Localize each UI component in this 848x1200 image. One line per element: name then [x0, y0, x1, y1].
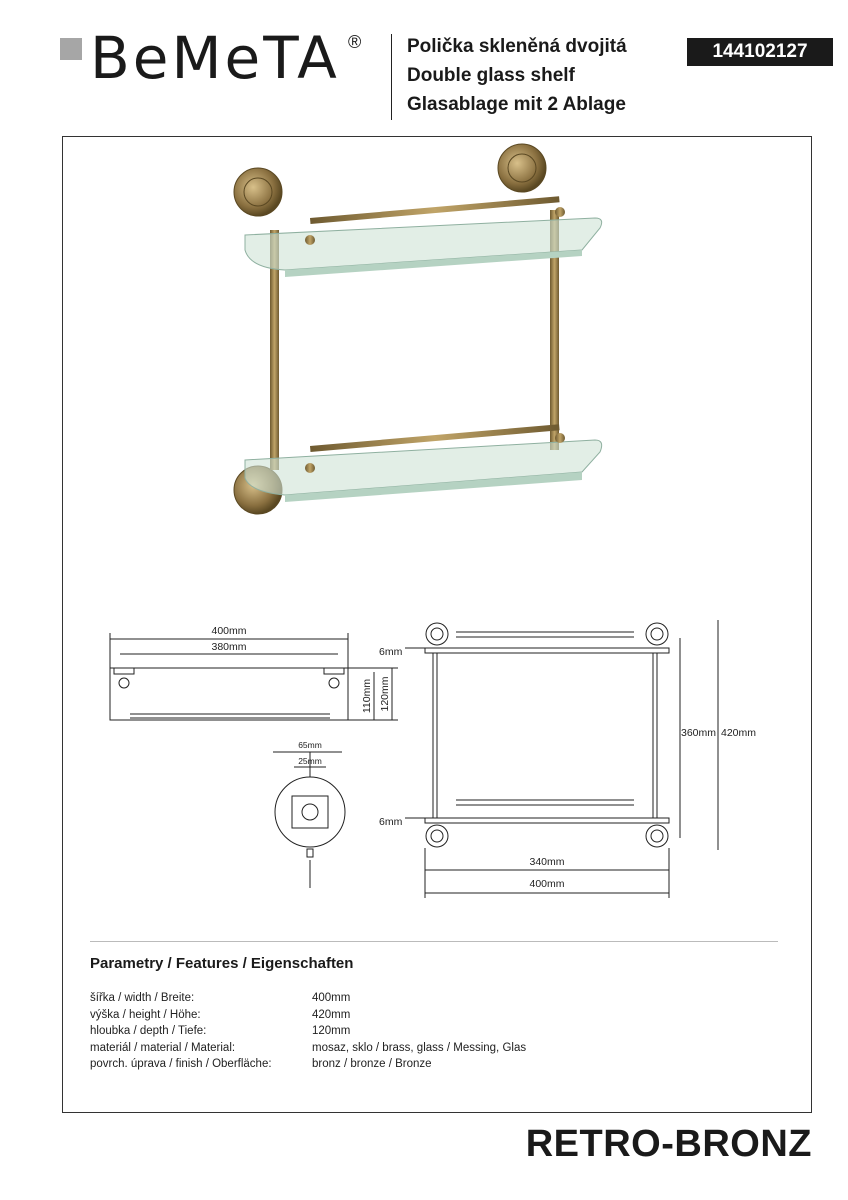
title-czech: Polička skleněná dvojitá	[407, 36, 627, 57]
param-value: mosaz, sklo / brass, glass / Messing, Glas	[312, 1041, 527, 1054]
logo-square-mark	[60, 38, 82, 60]
dim-height-inner: 360mm	[681, 727, 717, 739]
dim-flange-inner: 25mm	[298, 756, 322, 766]
dim-width-total: 400mm	[211, 625, 247, 637]
brand-name: BeMeTA	[90, 24, 340, 92]
param-row	[90, 1056, 526, 1073]
title-german: Glasablage mit 2 Ablage	[407, 94, 626, 115]
param-label: hloubka / depth / Tiefe:	[90, 1025, 207, 1038]
dim-height-total: 420mm	[721, 727, 757, 739]
header-divider	[391, 34, 392, 120]
dim-width-glass: 380mm	[211, 641, 247, 653]
dim-width-inner: 340mm	[529, 856, 565, 868]
dim-flange-outer: 65mm	[298, 740, 322, 750]
param-value: 400mm	[312, 992, 351, 1004]
dim-depth-110: 110mm	[361, 678, 373, 714]
param-value: 120mm	[312, 1025, 351, 1038]
param-row	[90, 990, 526, 1007]
product-code-badge: 144102127	[687, 38, 833, 66]
product-photo	[210, 140, 630, 540]
collection-name: RETRO-BRONZ	[525, 1123, 812, 1165]
dim-width-total-front: 400mm	[529, 878, 565, 890]
dim-thickness-top: 6mm	[379, 646, 403, 658]
param-row	[90, 1023, 526, 1040]
dim-depth-120: 120mm	[379, 676, 391, 712]
param-row	[90, 1007, 526, 1024]
product-titles	[407, 32, 627, 119]
features-title: Parametry / Features / Eigenschaften	[90, 955, 354, 972]
param-value: 420mm	[312, 1008, 351, 1021]
features-table	[90, 990, 526, 1073]
dim-thickness-bottom: 6mm	[379, 816, 403, 828]
param-row	[90, 1040, 526, 1057]
title-english: Double glass shelf	[407, 65, 575, 86]
brand-logo	[60, 24, 380, 92]
param-label: šířka / width / Breite:	[90, 992, 195, 1004]
section-divider	[90, 941, 778, 942]
param-label: materiál / material / Material:	[90, 1041, 236, 1054]
registered-mark: ®	[348, 32, 362, 52]
param-value: bronz / bronze / Bronze	[312, 1058, 432, 1071]
param-label: výška / height / Höhe:	[90, 1008, 201, 1021]
param-label: povrch. úprava / finish / Oberfläche:	[90, 1058, 272, 1071]
